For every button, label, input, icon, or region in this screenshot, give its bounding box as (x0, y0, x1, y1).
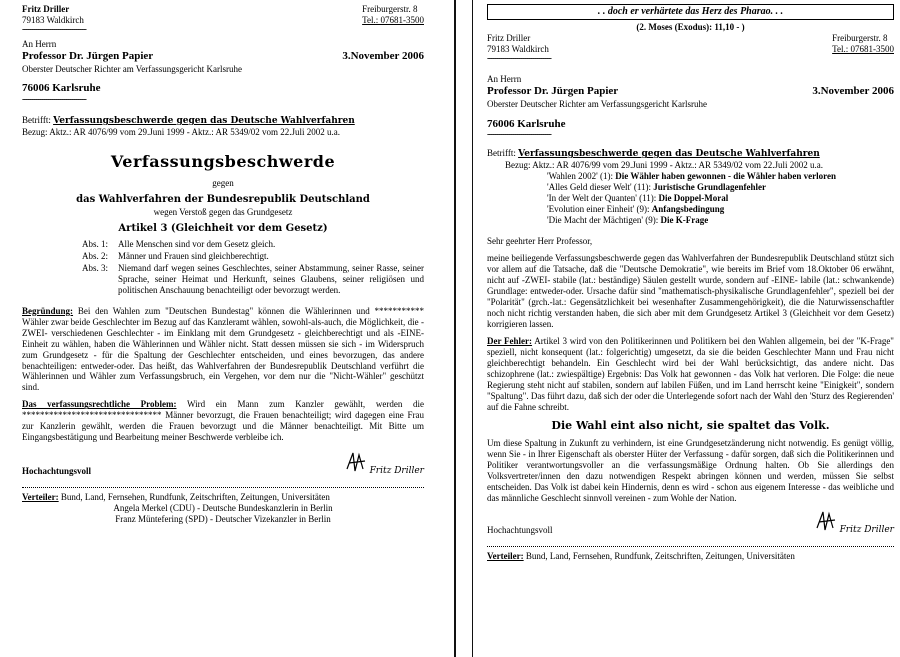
signature (815, 510, 894, 536)
paragraph-1: meine beiliegende Verfassungsbeschwerde gegen das Wahlverfahren der Bundesrepublik Deutschland stützt sich vor allem auf die Tatsache, daß die "Deutsche Demokratie", wie bereits im Brief vom 18.Oktober 06 erwähnt, nicht auf -ZWEI- stabile (lat.: beständige) Säulen gestellt wurde, sondern auf -EINE- labile (lat.: schwankende) Grundlage: entweder-oder. Ursache dafür sind "mathematisch-physikalische Grundlagenfehler", speziell bei der "Polarität" (grch.-lat.: Gegensätzlichkeit bei wesenhafter Zusammengehörigkeit), die die Naturwissenschaftler noch nicht richtig verstanden haben, die sich aber mit dem Grundgesetz Artikel 3 (Gleichheit vor dem Gesetz) korrigieren lassen. (487, 252, 894, 329)
distribution (22, 487, 424, 525)
recipient-name: Professor Dr. Jürgen Papier (487, 85, 619, 98)
abs-text: Alle Menschen sind vor dem Gesetz gleich. (118, 238, 276, 249)
problem-label: Das verfassungsrechtliche Problem: (22, 399, 177, 410)
letter-date: 3.November 2006 (812, 85, 894, 98)
closing: Hochachtungsvoll (487, 524, 553, 535)
subject-label: Betrifft: (22, 115, 51, 126)
recipient-city: 76006 Karlsruhe (487, 117, 566, 130)
divider: -------------------------------- (22, 93, 86, 104)
abs-item (82, 263, 424, 296)
ref-title: Anfangsbedingung (651, 204, 725, 215)
salutation: Sehr geehrter Herr Professor, (487, 236, 593, 246)
signature (345, 451, 424, 477)
ref-source: 'Alles Geld dieser Welt' (11): (547, 182, 651, 193)
fehler-label: Der Fehler: (487, 335, 533, 346)
paragraph-3: Um diese Spaltung in Zukunft zu verhindern, ist eine Grundgesetzänderung nicht notwendig. Es genügt völlig, wenn Sie - in Ihrer Eigenschaft als oberster Hüter der Verfassung - dafür sorgen, daß sich die Politikerinnen und Politiker verantwortungsvoller an die verfassungsmäßige Ordnung halten. Ob Sie allerdings den Volksvertreter/innen den dazu notwendigen Respekt abringen können und werden, müssen Sie selbst entscheiden. Das Volk ist dabei kein Hindernis, denn es wird - schon aus eigenem Interesse - das weibliche und das männliche Geschlecht sinnvoll vereinen - zum Wohle der Nation. (487, 437, 894, 503)
sender-city: 79183 Waldkirch (22, 14, 84, 25)
heading: Verfassungsbeschwerde (110, 152, 336, 171)
subject: Verfassungsbeschwerde gegen das Deutsche Wahlverfahren (53, 116, 355, 127)
article-title: Artikel 3 (Gleichheit vor dem Gesetz) (118, 222, 328, 234)
ref-source: 'Die Macht der Mächtigen' (9): (547, 215, 659, 226)
to-line: An Herrn (487, 74, 522, 85)
to-line: An Herrn (22, 39, 57, 50)
sender-street: Freiburgerstr. 8 (362, 4, 418, 14)
letter-page-1 (0, 0, 436, 657)
bible-ref: (2. Moses (Exodus): 11,10 - ) (636, 22, 745, 33)
header (487, 33, 894, 62)
ref-source: 'In der Welt der Quanten' (11): (547, 193, 657, 204)
sender-name: Fritz Driller (22, 4, 70, 14)
header (22, 4, 424, 33)
recipient-city: 76006 Karlsruhe (22, 82, 101, 95)
letter-page-2 (473, 0, 900, 657)
page-edge (454, 0, 456, 657)
sender-city: 79183 Waldkirch (487, 44, 549, 55)
sender-street: Freiburgerstr. 8 (832, 33, 888, 44)
ref-item (547, 171, 894, 182)
ref-title: Juristische Grundlagenfehler (653, 182, 766, 193)
distr-text: Bund, Land, Fernsehen, Rundfunk, Zeitschriften, Zeitungen, Universitäten (525, 550, 795, 561)
sender-tel: Tel.: 07681-3500 (832, 44, 894, 55)
subtitle: das Wahlverfahren der Bundesrepublik Deutschland (76, 194, 370, 206)
abs-text: Niemand darf wegen seines Geschlechtes, seiner Abstammung, seiner Rasse, seiner Sprache, seiner Heimat und Herkunft, seines Glaubens, seiner religiösen und politischen Anschauung benachteiligt oder bevorzugt werden. (118, 262, 424, 295)
ref-title: Die Wähler haben gewonnen - die Wähler haben verloren (615, 171, 836, 182)
ref-source: 'Evolution einer Einheit' (9): (547, 204, 650, 215)
ref-list (547, 171, 894, 226)
sender-name: Fritz Driller (487, 33, 531, 44)
recipient-title: Oberster Deutscher Richter am Verfassungsgericht Karlsruhe (487, 98, 708, 109)
cc-1: Angela Merkel (CDU) - Deutsche Bundeskanzlerin in Berlin (113, 503, 333, 514)
closing: Hochachtungsvoll (22, 466, 92, 477)
reference: Bezug: Aktz.: AR 4076/99 vom 29.Juni 1999 - Aktz.: AR 5349/02 vom 22.Juli 2002 u.a. (505, 160, 824, 171)
subtitle-2: wegen Verstoß gegen das Grundgesetz (153, 206, 293, 217)
ref-item (547, 204, 894, 215)
subject-label: Betrifft: (487, 148, 516, 159)
abs-item (82, 239, 424, 250)
signature-scribble (345, 451, 367, 473)
divider: -------------------------------- (487, 129, 551, 140)
begruendung-label: Begründung: (22, 305, 74, 316)
fehler-text: Artikel 3 wird von den Politikerinnen und Politikern bei den Wahlen allgemein, bei der "K-Frage" speziell, nicht konsequent (lat.: folgerichtig) umgesetzt, da sie die beiden Geschlechter Mann und Frau nicht gleichberechtigt behandeln. Ein Geschlecht wird bei der Wahl berücksichtigt, das andere nicht. Das schizophrene (lat.: zwiespältige) Ergebnis: Das Volk hat gewonnen - das Volk hat verloren. Die Folge: die neue Regierung steht nicht auf stabilen, sondern auf labilen Füßen, und im Land herrscht keine "Einigkeit", sondern "Spaltung". Das führt dazu, daß sich der oder die Unterlegende sofort nach der Wahl den 'Sturz des Regierenden' auf die Fahne schreibt. (487, 335, 894, 412)
begruendung-text: Bei den Wahlen zum "Deutschen Bundestag" können die Wählerinnen und *********** Wähler zwar beide Geschlechter im Bezug auf das Kanzleramt wählen, sowohl-als-auch, die Möglichkeit, die -ZWEI- verschiedenen Geschlechter - im Einklang mit dem Grundgesetz - gleichberechtigt und als -EINE- Einheit zu wählen, haben die Wählerinnen und Wähler nicht. Statt dessen müssen sie sich - im Widerspruch zum Grundgesetz - für die Spaltung der Geschlechter entscheiden, und eines bevorzugen, das andere benachteiligen: entweder-oder. Das heißt, das Wahlverfahren der Bundesrepublik Deutschland verführt die Wählerinnen und Wähler zum Verfassungsbruch, ein Vergehen, vor dem nur die "Nicht-Wähler" geschützt sind. (22, 305, 424, 393)
distr-label: Verteiler: (22, 492, 59, 503)
cc-2: Franz Müntefering (SPD) - Deutscher Vizekanzler in Berlin (115, 514, 331, 525)
abs-text: Männer und Frauen sind gleichberechtigt. (118, 250, 269, 261)
signature-scribble (815, 510, 837, 532)
signature-name: Fritz Driller (369, 466, 424, 477)
abs-key: Abs. 3: (82, 262, 109, 273)
letter-date: 3.November 2006 (342, 50, 424, 63)
problem-text: Wird ein Mann zum Kanzler gewählt, werden die ******************************* Männer bevorzugt, die Frauen benachteiligt; wird dagegen eine Frau zur Kanzlerin gewählt, werden die Frauen bevorzugt und die Männer benachteiligt. Mit Bitte um Eingangsbestätigung und Bearbeitung meiner Beschwerde verbleibe ich. (22, 399, 424, 443)
ref-item (547, 193, 894, 204)
abs-list (22, 239, 424, 296)
reference: Bezug: Aktz.: AR 4076/99 vom 29.Juni 1999 - Aktz.: AR 5349/02 vom 22.Juli 2002 u.a. (22, 127, 341, 138)
ref-source: 'Wahlen 2002' (1): (547, 171, 614, 182)
distr-label: Verteiler: (487, 550, 524, 561)
sender-tel: Tel.: 07681-3500 (362, 14, 424, 25)
abs-item (82, 251, 424, 262)
signature-name: Fritz Driller (839, 524, 894, 535)
subject: Verfassungsbeschwerde gegen das Deutsche Wahlverfahren (518, 149, 820, 160)
abs-key: Abs. 1: (82, 238, 109, 249)
ref-item (547, 215, 894, 226)
divider: -------------------------------- (22, 23, 86, 34)
abs-key: Abs. 2: (82, 250, 109, 261)
ref-title: Die K-Frage (660, 215, 709, 226)
page-gap (436, 0, 473, 657)
distribution (487, 546, 894, 562)
recipient-name: Professor Dr. Jürgen Papier (22, 50, 154, 63)
distr-text: Bund, Land, Fernsehen, Rundfunk, Zeitschriften, Zeitungen, Universitäten (60, 492, 330, 503)
recipient-title: Oberster Deutscher Richter am Verfassungsgericht Karlsruhe (22, 63, 243, 74)
divider: -------------------------------- (487, 53, 551, 64)
spaltet-line: Die Wahl eint also nicht, sie spaltet das Volk. (551, 418, 830, 432)
ref-item (547, 182, 894, 193)
gegen-line: gegen (212, 177, 234, 188)
bible-quote: . . doch er verhärtete das Herz des Pharao. . . (487, 4, 894, 20)
ref-title: Die Doppel-Moral (658, 193, 729, 204)
